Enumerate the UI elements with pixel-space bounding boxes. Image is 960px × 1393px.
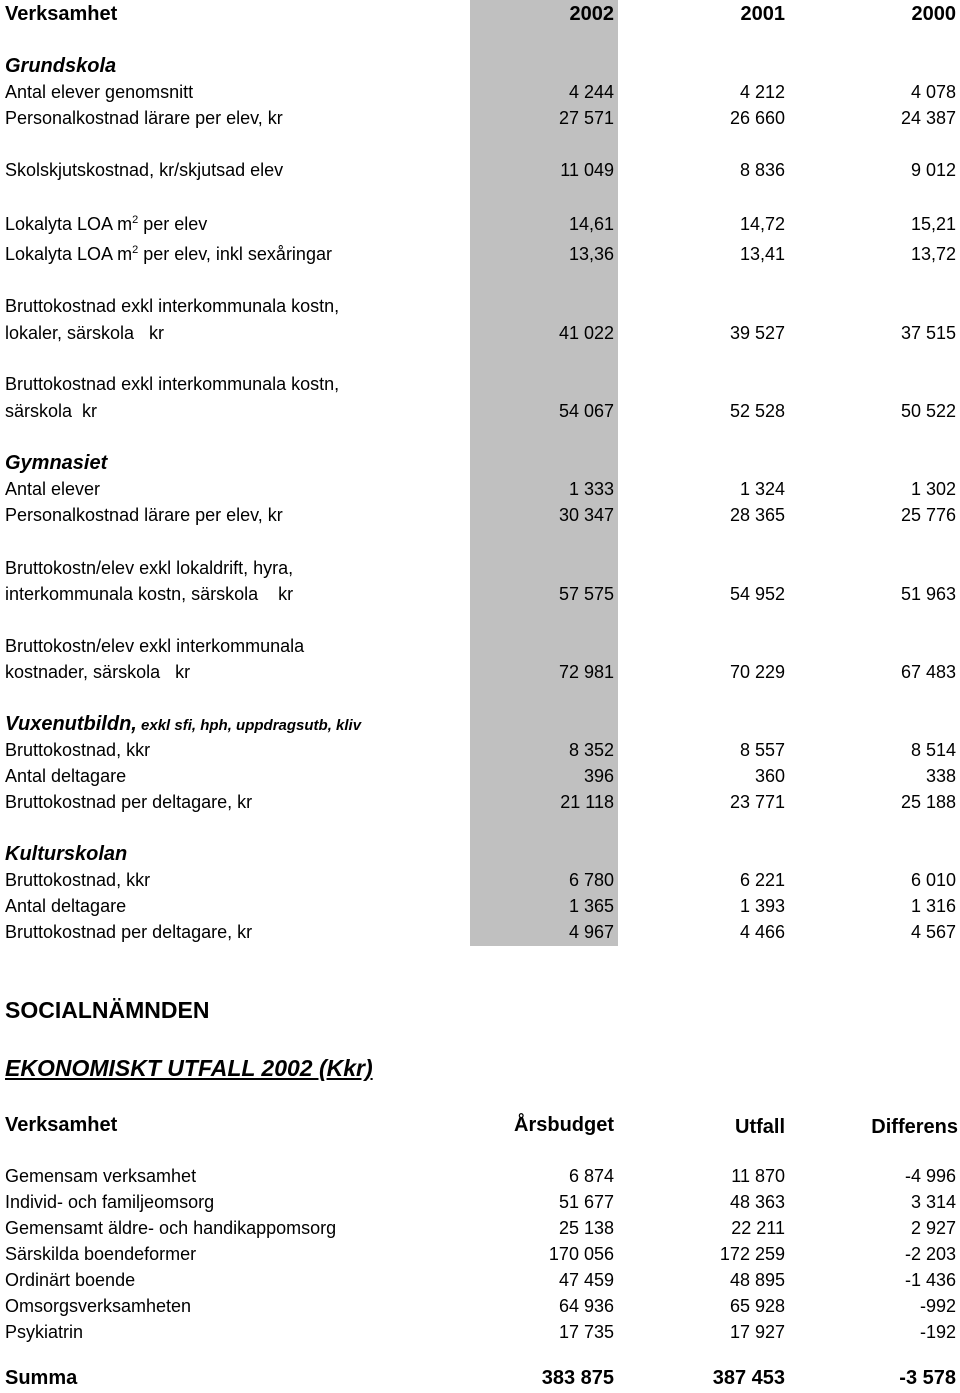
table-row: Bruttokostnad, kkr 8 352 8 557 8 514 (5, 740, 956, 760)
table-row: Lokalyta LOA $m^2$ per elev, inkl sexåringar 13,36 13,41 13,72 (5, 244, 956, 264)
table-row: Antal deltagare 1 365 1 393 1 316 (5, 896, 956, 916)
section-title-vuxenutbildning: Vuxenutbildn, exkl sfi, hph, uppdragsutb, kliv (5, 713, 362, 735)
table-row: Omsorgsverksamheten 64 936 65 928 -992 (5, 1296, 956, 1316)
header-label: Verksamhet (5, 3, 118, 25)
header-year-2002: 2002 (569, 3, 614, 25)
table-row-label-line: Bruttokostnad exkl interkommunala kostn, (5, 374, 340, 394)
section-title-grundskola: Grundskola (5, 55, 117, 77)
table-row: Antal elever genomsnitt 4 244 4 212 4 078 (5, 82, 956, 102)
table-row-label-line: Bruttokostnad exkl interkommunala kostn, (5, 296, 340, 316)
table-row-label-line: Bruttokostn/elev exkl interkommunala (5, 636, 305, 656)
section-title-kulturskolan: Kulturskolan (5, 843, 128, 865)
table-row: Bruttokostnad per deltagare, kr 4 967 4 466 4 567 (5, 922, 956, 942)
table-row: Gemensamt äldre- och handikappomsorg 25 138 22 211 2 927 (5, 1218, 956, 1238)
table-row: Antal deltagare 396 360 338 (5, 766, 956, 786)
table-row: Gemensam verksamhet 6 874 11 870 -4 996 (5, 1166, 956, 1186)
table-row: Individ- och familjeomsorg 51 677 48 363 3 314 (5, 1192, 956, 1212)
section-title-gymnasiet: Gymnasiet (5, 452, 108, 474)
table-row: Personalkostnad lärare per elev, kr 30 347 28 365 25 776 (5, 505, 956, 525)
table-row: Lokalyta LOA $m^2$ per elev 14,61 14,72 15,21 (5, 214, 956, 234)
social-table-header: Verksamhet Årsbudget Utfall Differens (5, 1114, 958, 1138)
heading-socialnamnden: SOCIALNÄMNDEN (5, 997, 210, 1023)
header-year-2000: 2000 (911, 3, 956, 25)
table-header (0, 1, 960, 27)
table-row: Bruttokostnad, kkr 6 780 6 221 6 010 (5, 870, 956, 890)
table-row: särskola kr 54 067 52 528 50 522 (5, 401, 956, 421)
table-row: interkommunala kostn, särskola kr 57 575 54 952 51 963 (5, 584, 956, 604)
table-row: kostnader, särskola kr 72 981 70 229 67 483 (5, 662, 956, 682)
table-row-label-line: Bruttokostn/elev exkl lokaldrift, hyra, (5, 558, 294, 578)
subheading-ekonomiskt-utfall: EKONOMISKT UTFALL 2002 (Kkr) (5, 1055, 373, 1081)
table-row: Skolskjutskostnad, kr/skjutsad elev 11 049 8 836 9 012 (5, 160, 956, 180)
header-year-2001: 2001 (740, 3, 785, 25)
table-row: Personalkostnad lärare per elev, kr 27 571 26 660 24 387 (5, 108, 956, 128)
table-row: lokaler, särskola kr 41 022 39 527 37 515 (5, 323, 956, 343)
summa-row: Summa 383 875 387 453 -3 578 (5, 1367, 956, 1389)
table-row: Antal elever 1 333 1 324 1 302 (5, 479, 956, 499)
table-row: Ordinärt boende 47 459 48 895 -1 436 (5, 1270, 956, 1290)
table-row: Bruttokostnad per deltagare, kr 21 118 23 771 25 188 (5, 792, 956, 812)
table-row: Särskilda boendeformer 170 056 172 259 -2 203 (5, 1244, 956, 1264)
table-row: Psykiatrin 17 735 17 927 -192 (5, 1322, 956, 1342)
